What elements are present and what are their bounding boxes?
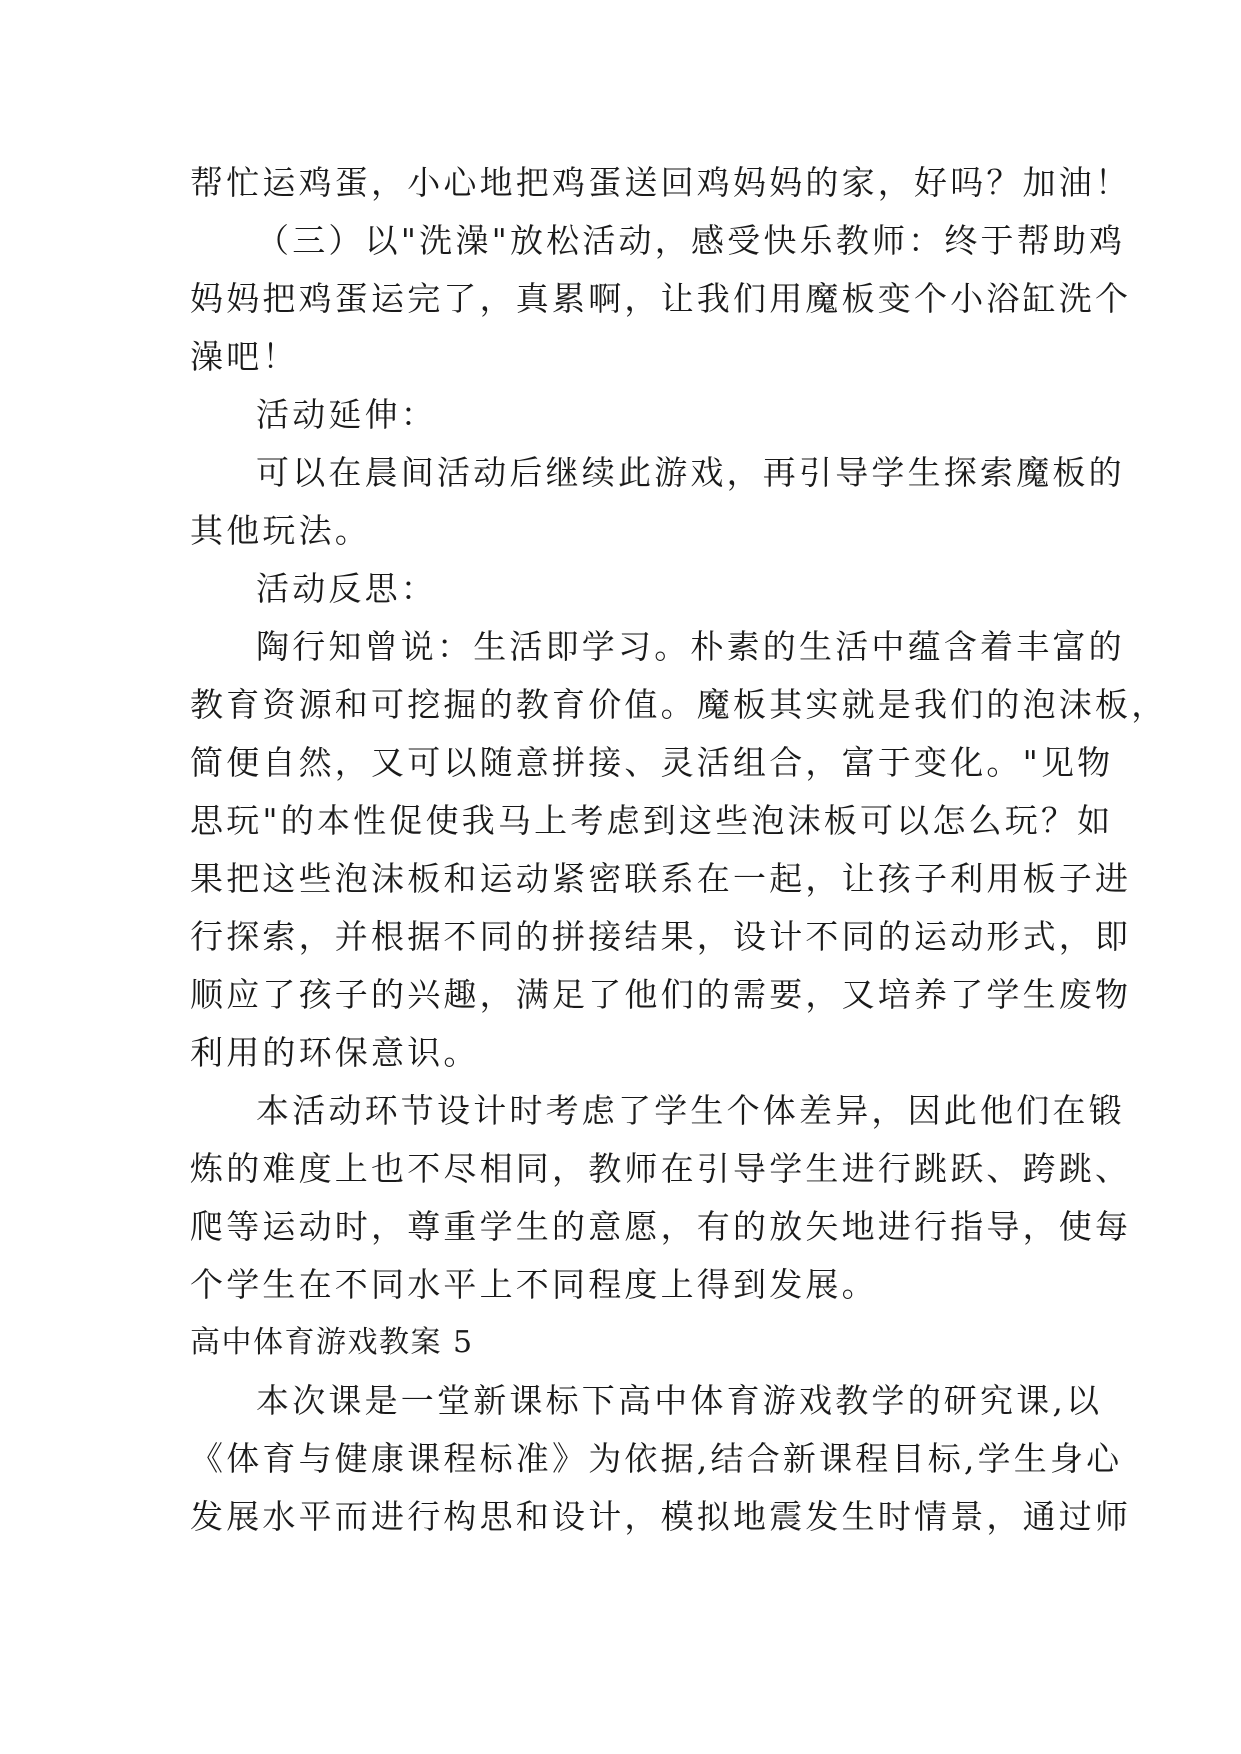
- text-line: 澡吧！: [190, 337, 299, 376]
- text-line: 陶行知曾说：生活即学习。朴素的生活中蕴含着丰富的: [256, 627, 1125, 666]
- document-page: [190, 154, 1168, 1546]
- text-line: 其他玩法。: [190, 511, 371, 550]
- text-line: 《体育与健康课程标准》为依据,结合新课程目标,学生身心: [190, 1439, 1123, 1478]
- text-line: 炼的难度上也不尽相同，教师在引导学生进行跳跃、跨跳、: [190, 1149, 1132, 1188]
- text-line: 利用的环保意识。: [190, 1033, 480, 1072]
- text-line: 行探索，并根据不同的拼接结果，设计不同的运动形式，即: [190, 917, 1132, 956]
- section-label: 活动反思：: [256, 569, 437, 608]
- text-line: 个学生在不同水平上不同程度上得到发展。: [190, 1265, 878, 1304]
- text-line: 简便自然，又可以随意拼接、灵活组合，富于变化。"见物: [190, 743, 1114, 782]
- section-heading: 高中体育游戏教案 5: [190, 1325, 474, 1360]
- text-line: 教育资源和可挖掘的教育价值。魔板其实就是我们的泡沫板，: [190, 685, 1168, 724]
- text-line: 果把这些泡沫板和运动紧密联系在一起，让孩子利用板子进: [190, 859, 1132, 898]
- section-label: 活动延伸：: [256, 395, 437, 434]
- text-line: 爬等运动时，尊重学生的意愿，有的放矢地进行指导，使每: [190, 1207, 1132, 1246]
- text-line: 本次课是一堂新课标下高中体育游戏教学的研究课,以: [256, 1381, 1103, 1420]
- text-line: （三）以"洗澡"放松活动，感受快乐教师：终于帮助鸡: [256, 221, 1126, 260]
- text-line: 发展水平而进行构思和设计，模拟地震发生时情景，通过师: [190, 1497, 1132, 1536]
- text-line: 妈妈把鸡蛋运完了，真累啊，让我们用魔板变个小浴缸洗个: [190, 279, 1132, 318]
- text-line: 顺应了孩子的兴趣，满足了他们的需要，又培养了学生废物: [190, 975, 1132, 1014]
- text-line: 帮忙运鸡蛋，小心地把鸡蛋送回鸡妈妈的家，好吗？加油！: [190, 163, 1132, 202]
- text-line: 可以在晨间活动后继续此游戏，再引导学生探索魔板的: [256, 453, 1125, 492]
- text-line: 本活动环节设计时考虑了学生个体差异，因此他们在锻: [256, 1091, 1125, 1130]
- text-line: 思玩"的本性促使我马上考虑到这些泡沫板可以怎么玩？如: [190, 801, 1114, 840]
